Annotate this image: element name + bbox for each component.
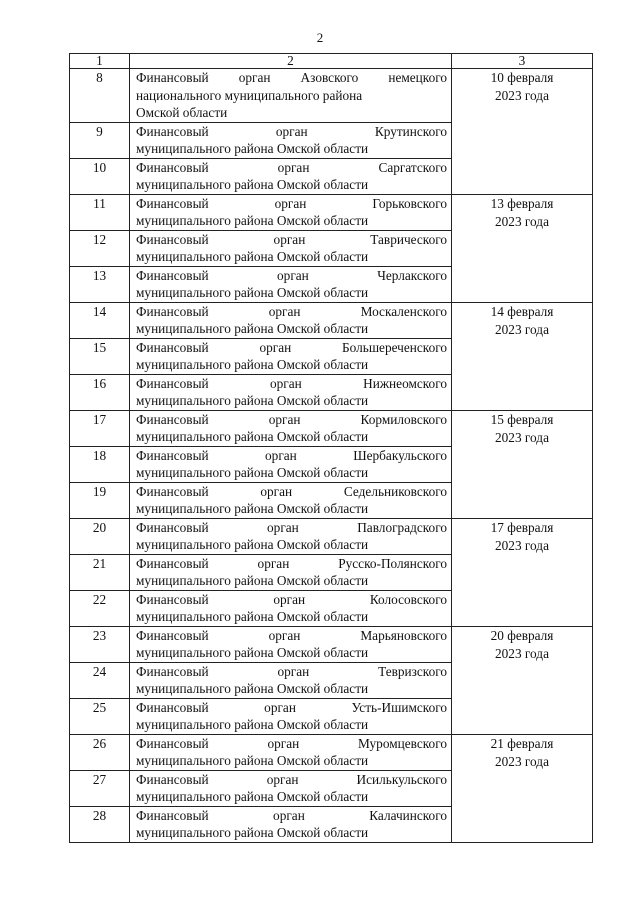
table-row: [70, 69, 593, 123]
row-number: 12: [70, 230, 130, 266]
row-number: 28: [70, 806, 130, 842]
organization-cell: [130, 698, 452, 734]
organization-word: Саргатского: [378, 159, 447, 175]
row-number: 13: [70, 266, 130, 302]
organization-word: орган: [273, 807, 305, 823]
row-number: 20: [70, 518, 130, 554]
table-row: [70, 734, 593, 770]
organization-line-1: [136, 411, 447, 429]
date-cell: [452, 518, 593, 626]
header-cell-date: 3: [452, 54, 593, 69]
organization-line-1: [136, 339, 447, 357]
organization-word: орган: [265, 447, 297, 463]
organization-word: Финансовый: [136, 483, 209, 499]
organization-cell: [130, 770, 452, 806]
organization-line: муниципального района Омской области: [136, 825, 369, 840]
organization-word: орган: [274, 195, 307, 211]
organization-word: Финансовый: [136, 699, 209, 715]
organization-line-1: [136, 69, 447, 87]
table-row: [70, 626, 593, 662]
date-year: 2023 года: [495, 645, 549, 661]
organization-cell: [130, 590, 452, 626]
organization-word: Таврического: [370, 231, 447, 247]
date-day: 20 февраля: [490, 627, 554, 643]
organization-line-1: [136, 663, 447, 681]
organization-word: Азовского: [300, 70, 359, 85]
row-number: 27: [70, 770, 130, 806]
organization-line-1: [136, 159, 447, 177]
date-year: 2023 года: [495, 537, 549, 553]
organization-word: Финансовый: [136, 267, 209, 283]
organization-word: Усть-Ишимского: [351, 699, 447, 715]
organization-line: муниципального района Омской области: [136, 681, 369, 696]
organization-word: Финансовый: [136, 195, 209, 211]
row-number: 23: [70, 626, 130, 662]
row-number: 11: [70, 194, 130, 230]
organization-line: национального муниципального района: [136, 87, 363, 103]
organization-word: Финансовый: [136, 339, 209, 355]
organization-word: Финансовый: [136, 627, 209, 643]
organization-line: муниципального района Омской области: [136, 321, 369, 336]
organization-line: муниципального района Омской области: [136, 357, 369, 372]
organization-word: орган: [266, 771, 299, 787]
organization-cell: [130, 410, 452, 446]
organization-word: Шербакульского: [353, 447, 447, 463]
organization-word: орган: [238, 70, 271, 85]
organization-word: Финансовый: [136, 447, 209, 463]
organization-word: Русско-Полянского: [338, 555, 447, 571]
organization-line-1: [136, 555, 447, 573]
organization-cell: [130, 302, 452, 338]
row-number: 25: [70, 698, 130, 734]
organization-word: орган: [267, 735, 300, 751]
organization-word: Большереченского: [342, 339, 447, 355]
table-row: [70, 302, 593, 338]
organization-cell: [130, 122, 452, 158]
organization-word: Москаленского: [360, 303, 447, 319]
row-number: 10: [70, 158, 130, 194]
row-number: 19: [70, 482, 130, 518]
organization-word: Финансовый: [136, 303, 209, 319]
organization-line-1: [136, 267, 447, 285]
organization-cell: [130, 338, 452, 374]
organization-line-1: [136, 123, 447, 141]
organization-word: Седельниковского: [343, 483, 447, 499]
date-day: 14 февраля: [490, 303, 554, 319]
row-number: 21: [70, 554, 130, 590]
organization-word: Колосовского: [369, 591, 447, 607]
date-year: 2023 года: [495, 88, 549, 103]
organization-cell: [130, 806, 452, 842]
organization-word: орган: [268, 627, 301, 643]
organization-cell: [130, 554, 452, 590]
organization-word: Нижнеомского: [363, 375, 447, 391]
date-day: 15 февраля: [490, 411, 554, 427]
date-year: 2023 года: [495, 213, 549, 229]
organization-line-1: [136, 195, 447, 213]
organization-word: Калачинского: [369, 807, 447, 823]
organization-word: Павлоградского: [357, 519, 447, 535]
organization-line-1: [136, 807, 447, 825]
date-day: 17 февраля: [490, 519, 554, 535]
table-row: [70, 410, 593, 446]
organization-line: муниципального района Омской области: [136, 141, 369, 156]
organization-word: Горьковского: [372, 195, 447, 211]
organization-word: Финансовый: [136, 591, 209, 607]
organization-word: орган: [270, 375, 302, 391]
row-number: 18: [70, 446, 130, 482]
row-number: 26: [70, 734, 130, 770]
organization-line-1: [136, 231, 447, 249]
organization-word: орган: [277, 159, 310, 175]
organization-line: муниципального района Омской области: [136, 537, 369, 552]
organization-word: Финансовый: [136, 375, 209, 391]
organization-word: Тевризского: [378, 663, 447, 679]
organization-word: орган: [259, 339, 292, 355]
organization-line: муниципального района Омской области: [136, 393, 369, 408]
organization-word: орган: [275, 123, 308, 139]
organization-line: муниципального района Омской области: [136, 645, 369, 660]
organization-cell: [130, 446, 452, 482]
organization-word: Исилькульского: [356, 771, 447, 787]
date-cell: [452, 69, 593, 195]
table-row: [70, 518, 593, 554]
date-day: 13 февраля: [490, 195, 554, 211]
organization-line: муниципального района Омской области: [136, 717, 369, 732]
schedule-table: [69, 53, 593, 843]
organization-word: Финансовый: [136, 555, 209, 571]
organization-line: муниципального района Омской области: [136, 285, 369, 300]
row-number: 22: [70, 590, 130, 626]
organization-word: орган: [268, 411, 301, 427]
organization-word: Марьяновского: [360, 627, 447, 643]
table-body: [70, 54, 593, 843]
organization-line: муниципального района Омской области: [136, 789, 369, 804]
organization-line: муниципального района Омской области: [136, 177, 369, 192]
date-year: 2023 года: [495, 753, 549, 769]
row-number: 9: [70, 122, 130, 158]
date-year: 2023 года: [495, 429, 549, 445]
table-row: [70, 194, 593, 230]
page-number: 2: [316, 30, 324, 45]
organization-word: Финансовый: [136, 771, 209, 787]
date-cell: [452, 302, 593, 410]
organization-line-1: [136, 591, 447, 609]
organization-word: орган: [260, 483, 293, 499]
organization-word: Финансовый: [136, 159, 209, 175]
row-number: 24: [70, 662, 130, 698]
row-number: 8: [70, 69, 130, 123]
organization-cell: [130, 482, 452, 518]
organization-line-1: [136, 303, 447, 321]
organization-word: Финансовый: [136, 231, 209, 247]
organization-line-1: [136, 627, 447, 645]
organization-word: орган: [277, 663, 310, 679]
organization-cell: [130, 734, 452, 770]
date-cell: [452, 626, 593, 734]
organization-line: муниципального района Омской области: [136, 753, 369, 768]
organization-word: Муромцевского: [358, 735, 447, 751]
organization-line: муниципального района Омской области: [136, 213, 369, 228]
organization-word: Кормиловского: [360, 411, 447, 427]
row-number: 16: [70, 374, 130, 410]
row-number: 14: [70, 302, 130, 338]
organization-cell: [130, 230, 452, 266]
organization-word: Черлакского: [377, 267, 447, 283]
organization-word: орган: [257, 555, 290, 571]
organization-cell: [130, 158, 452, 194]
row-number: 15: [70, 338, 130, 374]
organization-word: Финансовый: [136, 807, 209, 823]
header-cell-organization: 2: [130, 54, 452, 69]
organization-line-1: [136, 375, 447, 393]
header-cell-number: 1: [70, 54, 130, 69]
header-row: [70, 54, 593, 69]
organization-cell: [130, 69, 452, 123]
organization-line-1: [136, 735, 447, 753]
organization-cell: [130, 662, 452, 698]
organization-line: муниципального района Омской области: [136, 429, 369, 444]
organization-word: орган: [277, 267, 309, 283]
organization-word: орган: [267, 519, 299, 535]
organization-line-1: [136, 771, 447, 789]
organization-cell: [130, 518, 452, 554]
organization-word: Финансовый: [136, 735, 209, 751]
organization-cell: [130, 266, 452, 302]
date-year: 2023 года: [495, 321, 549, 337]
organization-line: муниципального района Омской области: [136, 609, 369, 624]
organization-line: Омской области: [136, 105, 228, 120]
organization-line: муниципального района Омской области: [136, 573, 369, 588]
organization-line: муниципального района Омской области: [136, 249, 369, 264]
date-cell: [452, 410, 593, 518]
date-cell: [452, 194, 593, 302]
organization-cell: [130, 626, 452, 662]
organization-cell: [130, 374, 452, 410]
organization-word: орган: [273, 591, 306, 607]
organization-word: Финансовый: [136, 519, 209, 535]
organization-line-1: [136, 483, 447, 501]
organization-line-1: [136, 519, 447, 537]
organization-word: Финансовый: [136, 123, 209, 139]
organization-cell: [130, 194, 452, 230]
organization-word: немецкого: [388, 70, 447, 85]
organization-word: Крутинского: [374, 123, 447, 139]
organization-word: орган: [264, 699, 296, 715]
organization-word: Финансовый: [136, 70, 209, 85]
organization-line-1: [136, 447, 447, 465]
organization-line-1: [136, 699, 447, 717]
organization-word: орган: [268, 303, 301, 319]
date-day: 21 февраля: [490, 735, 554, 751]
organization-word: Финансовый: [136, 663, 209, 679]
organization-line: муниципального района Омской области: [136, 465, 369, 480]
date-cell: [452, 734, 593, 842]
row-number: 17: [70, 410, 130, 446]
organization-word: орган: [273, 231, 306, 247]
date-day: 10 февраля: [490, 70, 554, 85]
organization-word: Финансовый: [136, 411, 209, 427]
organization-line: муниципального района Омской области: [136, 501, 369, 516]
